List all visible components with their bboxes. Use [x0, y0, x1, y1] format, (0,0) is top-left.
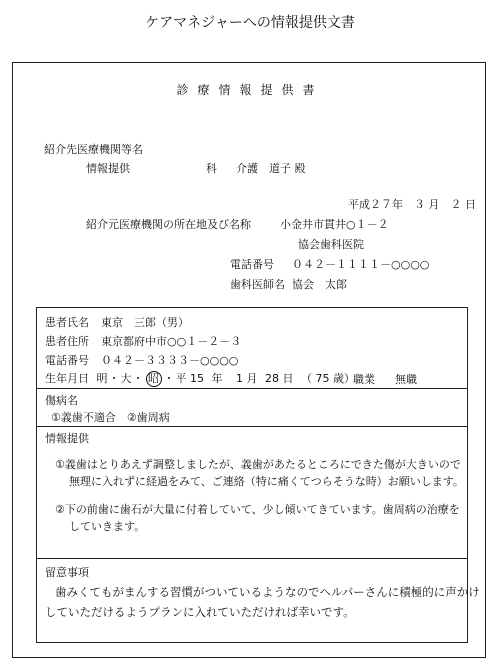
divider — [37, 426, 467, 427]
issue-date: 平成２７年 ３ 月 ２ 日 — [348, 198, 476, 211]
info-label: 情報提供 — [45, 432, 89, 445]
occupation: 無職 — [395, 373, 417, 386]
sender-doctor: 協会 太郎 — [292, 278, 347, 291]
patient-address-label: 患者住所 — [45, 335, 89, 348]
patient-phone-label: 電話番号 — [45, 354, 89, 367]
dob-day: 28 — [265, 372, 279, 385]
sender-clinic: 協会歯科医院 — [298, 238, 364, 251]
document-title: ケアマネジャーへの情報提供文書 — [145, 15, 355, 31]
info-item-2-line-2: していきます。 — [69, 520, 146, 533]
patient-section — [36, 307, 480, 643]
recipient-line-prefix: 情報提供 — [86, 162, 130, 175]
dob-year-unit: 年 — [211, 372, 223, 385]
sender-phone: ０４２－１１１１－○○○○ — [292, 258, 430, 271]
info-item-2-line-1: ②下の前歯に歯石が大量に付着していて、少し傾いてきています。歯周病の治療を — [55, 503, 460, 516]
recipient-name: 介護 道子 殿 — [236, 162, 306, 175]
sender-phone-label: 電話番号 — [230, 258, 274, 271]
sender-address: 小金井市貫井○１－２ — [280, 218, 389, 231]
diagnosis-label: 傷病名 — [45, 394, 78, 407]
patient-address: 東京都府中市○○１－２－３ — [101, 335, 242, 348]
divider — [37, 388, 467, 389]
era-meiji: 明 — [96, 372, 108, 385]
era-heisei: 平 — [175, 372, 187, 385]
patient-phone: ０４２－３３３３－○○○○ — [101, 354, 239, 367]
patient-dob-row: 生年月日 明・大・ 昭 ・平 15 年 1 月 28 日 （ 75 歳） — [45, 372, 355, 385]
dob-day-unit: 日 — [282, 372, 294, 385]
recipient-label: 紹介先医療機関等名 — [44, 143, 143, 156]
notes-line-1: 歯みくてもがまんする習慣がついているようなのでヘルパーさんに積極的に声かけ — [55, 585, 480, 599]
dob-label: 生年月日 — [45, 372, 89, 385]
dob-year: 15 — [190, 372, 204, 385]
info-item-1-line-1: ①義歯はとりあえず調整しましたが、義歯があたるところにできた傷が大きいので — [55, 458, 461, 471]
sender-label: 紹介元医療機関の所在地及び名称 — [86, 218, 251, 231]
diagnosis-value: ①義歯不適合 ②歯周病 — [51, 411, 170, 424]
occupation-label: 職業 — [353, 373, 375, 386]
patient-name: 東京 三郎（男） — [101, 316, 189, 329]
patient-age: （ 75 歳） — [301, 372, 355, 385]
recipient-dept: 科 — [206, 162, 217, 175]
info-item-1-line-2: 無理に入れずに経過をみて、ご連絡（特に痛くてつらそうな時）お願いします。 — [69, 475, 464, 488]
notes-line-2: していただけるようプランに入れていただければ幸いです。 — [45, 605, 355, 619]
sender-doctor-label: 歯科医師名 — [230, 278, 285, 291]
form-title: 診療情報提供書 — [176, 83, 324, 97]
notes-label: 留意事項 — [45, 566, 89, 579]
divider — [37, 558, 467, 559]
dob-month: 1 — [236, 372, 243, 385]
era-showa-circled: 昭 — [146, 371, 162, 387]
dob-month-unit: 月 — [246, 372, 258, 385]
era-taisho: 大 — [120, 372, 132, 385]
patient-name-label: 患者氏名 — [45, 316, 89, 329]
